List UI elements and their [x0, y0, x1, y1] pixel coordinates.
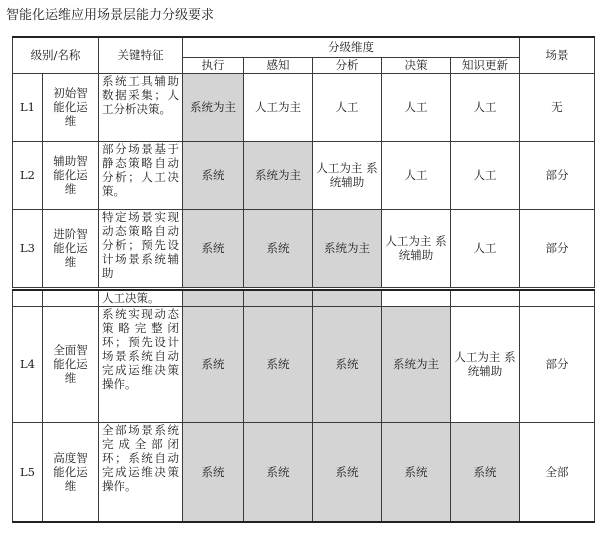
cell-knowledge: 人工为主 系统辅助: [451, 306, 520, 422]
table-row: [13, 306, 595, 422]
level-id: L5: [13, 422, 43, 522]
cell-scene: 部分: [520, 209, 595, 287]
cell-analyze: 系统: [313, 422, 382, 522]
header-level-name: 级别/名称: [13, 37, 99, 73]
cell-decide: 人工为主 系统辅助: [382, 209, 451, 287]
header-scene: 场景: [520, 37, 595, 73]
level-name: 全面智能化运维: [43, 306, 99, 422]
grading-table-top: [12, 36, 595, 288]
level-feature-continuation: 人工决策。: [99, 290, 183, 306]
header-dim-analyze: 分析: [313, 57, 382, 73]
cell-analyze: 人工为主 系统辅助: [313, 141, 382, 209]
cell-perceive: 系统: [244, 306, 313, 422]
cell-execute: 系统: [183, 422, 244, 522]
cell-perceive: 系统: [244, 209, 313, 287]
document-title: 智能化运维应用场景层能力分级要求: [6, 8, 215, 23]
cell-decide: 人工: [382, 141, 451, 209]
cell-execute: 系统为主: [183, 73, 244, 141]
level-feature: 特定场景实现动态策略自动分析；预先设计场景系统辅助: [99, 209, 183, 287]
level-id: L4: [13, 306, 43, 422]
header-dim-decide: 决策: [382, 57, 451, 73]
header-grading: 分级维度: [183, 37, 520, 57]
cell-perceive: 系统为主: [244, 141, 313, 209]
level-name: 初始智能化运维: [43, 73, 99, 141]
level-feature: 系统实现动态策略完整闭环；预先设计场景系统自动完成运维决策操作。: [99, 306, 183, 422]
cell-analyze: 系统: [313, 306, 382, 422]
cell-decide: 系统为主: [382, 306, 451, 422]
level-name: 辅助智能化运维: [43, 141, 99, 209]
cell-perceive: 人工为主: [244, 73, 313, 141]
level-feature: 系统工具辅助数据采集；人工分析决策。: [99, 73, 183, 141]
cell-analyze: 人工: [313, 73, 382, 141]
cell-scene: 部分: [520, 141, 595, 209]
header-key-features: 关键特征: [99, 37, 183, 73]
cell-knowledge: 人工: [451, 141, 520, 209]
cell-scene: 部分: [520, 306, 595, 422]
cell-execute: 系统: [183, 209, 244, 287]
header-dim-knowledge: 知识更新: [451, 57, 520, 73]
table-row: [13, 209, 595, 287]
cell-knowledge: 人工: [451, 73, 520, 141]
cell-decide: 人工: [382, 73, 451, 141]
table-row: [13, 422, 595, 522]
table-row: [13, 141, 595, 209]
table-row: [13, 73, 595, 141]
level-name: 高度智能化运维: [43, 422, 99, 522]
header-dim-perceive: 感知: [244, 57, 313, 73]
cell-scene: 全部: [520, 422, 595, 522]
cell-scene: 无: [520, 73, 595, 141]
cell-knowledge: 人工: [451, 209, 520, 287]
cell-perceive: 系统: [244, 422, 313, 522]
level-id: L1: [13, 73, 43, 141]
level-id: L2: [13, 141, 43, 209]
cell-execute: 系统: [183, 306, 244, 422]
table-row-continuation: [13, 290, 595, 306]
level-name: 进阶智能化运维: [43, 209, 99, 287]
level-id: L3: [13, 209, 43, 287]
header-dim-execute: 执行: [183, 57, 244, 73]
cell-knowledge: 系统: [451, 422, 520, 522]
cell-analyze: 系统为主: [313, 209, 382, 287]
grading-table-bottom: [12, 289, 595, 523]
level-feature: 全部场景系统完成全部闭环；系统自动完成运维决策操作。: [99, 422, 183, 522]
level-feature: 部分场景基于静态策略自动分析；人工决策。: [99, 141, 183, 209]
cell-decide: 系统: [382, 422, 451, 522]
cell-execute: 系统: [183, 141, 244, 209]
